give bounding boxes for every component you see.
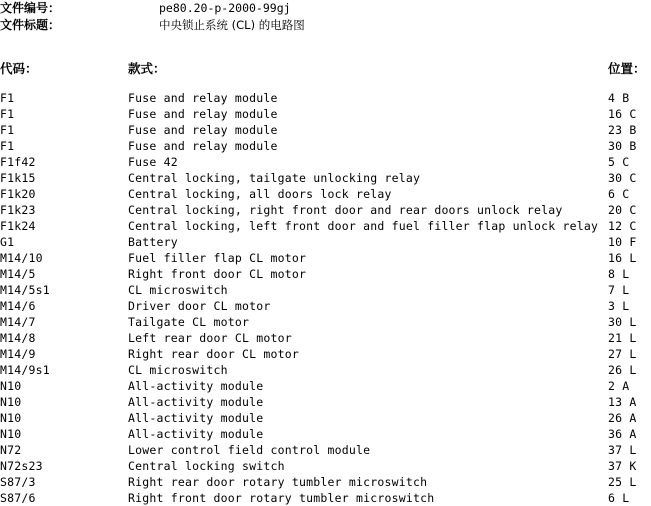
header-style: 款式：	[128, 61, 166, 76]
cell-code: S87/6	[0, 491, 36, 505]
table-row	[0, 282, 651, 298]
table-row	[0, 378, 651, 394]
cell-style: Fuse 42	[128, 155, 178, 169]
cell-position: 26 A	[608, 411, 637, 425]
cell-position: 26 L	[608, 363, 637, 377]
cell-position: 16 C	[608, 107, 637, 121]
cell-position: 3 L	[608, 299, 630, 313]
cell-code: F1	[0, 91, 15, 105]
cell-style: Central locking switch	[128, 459, 285, 473]
cell-position: 8 L	[608, 267, 630, 281]
cell-position: 7 L	[608, 283, 630, 297]
header-code: 代码：	[0, 61, 38, 76]
table-row	[0, 330, 651, 346]
table-header	[0, 60, 651, 78]
table-row	[0, 298, 651, 314]
cell-code: M14/5	[0, 267, 36, 281]
cell-style: Fuse and relay module	[128, 107, 278, 121]
table-row	[0, 490, 651, 506]
cell-code: N72s23	[0, 459, 43, 473]
cell-position: 37 L	[608, 443, 637, 457]
cell-code: M14/6	[0, 299, 36, 313]
cell-code: F1	[0, 107, 15, 121]
table-row	[0, 90, 651, 106]
cell-code: F1k24	[0, 219, 36, 233]
cell-code: F1	[0, 123, 15, 137]
cell-style: Right front door rotary tumbler microswitch	[128, 491, 435, 505]
cell-position: 27 L	[608, 347, 637, 361]
cell-code: S87/3	[0, 475, 36, 489]
cell-style: Fuel filler flap CL motor	[128, 251, 307, 265]
header-position: 位置：	[608, 61, 646, 76]
table-row	[0, 250, 651, 266]
cell-style: Right rear door CL motor	[128, 347, 299, 361]
table-row	[0, 218, 651, 234]
cell-style: CL microswitch	[128, 283, 228, 297]
cell-style: Central locking, right front door and rear doors unlock relay	[128, 203, 563, 217]
table-row	[0, 394, 651, 410]
table-row	[0, 426, 651, 442]
cell-position: 25 L	[608, 475, 637, 489]
table-row	[0, 170, 651, 186]
cell-code: N10	[0, 411, 22, 425]
cell-position: 6 C	[608, 187, 630, 201]
table-row	[0, 122, 651, 138]
cell-code: N10	[0, 379, 22, 393]
cell-style: Central locking, all doors lock relay	[128, 187, 392, 201]
cell-code: F1f42	[0, 155, 36, 169]
table-row	[0, 202, 651, 218]
table-row	[0, 442, 651, 458]
cell-position: 37 K	[608, 459, 637, 473]
cell-position: 5 C	[608, 155, 630, 169]
table-row	[0, 106, 651, 122]
cell-style: Right front door CL motor	[128, 267, 307, 281]
cell-code: M14/7	[0, 315, 36, 329]
cell-position: 6 L	[608, 491, 630, 505]
table-row	[0, 458, 651, 474]
cell-code: M14/5s1	[0, 283, 50, 297]
cell-code: M14/9s1	[0, 363, 50, 377]
table-row	[0, 234, 651, 250]
cell-position: 30 B	[608, 139, 637, 153]
cell-style: All-activity module	[128, 427, 264, 441]
table-row	[0, 362, 651, 378]
cell-position: 23 B	[608, 123, 637, 137]
cell-code: F1k20	[0, 187, 36, 201]
cell-position: 12 C	[608, 219, 637, 233]
cell-position: 4 B	[608, 91, 630, 105]
cell-style: Driver door CL motor	[128, 299, 271, 313]
table-row	[0, 474, 651, 490]
cell-position: 30 L	[608, 315, 637, 329]
cell-style: All-activity module	[128, 411, 264, 425]
doc-title-label: 文件标题：	[0, 18, 61, 32]
cell-style: Right rear door rotary tumbler microswitch	[128, 475, 428, 489]
cell-style: Left rear door CL motor	[128, 331, 292, 345]
cell-style: Fuse and relay module	[128, 91, 278, 105]
doc-number-label: 文件编号：	[0, 1, 61, 15]
cell-style: Fuse and relay module	[128, 123, 278, 137]
table-row	[0, 410, 651, 426]
cell-code: N72	[0, 443, 22, 457]
cell-style: Central locking, left front door and fuel filler flap unlock relay	[128, 219, 599, 233]
parts-table	[0, 90, 651, 506]
cell-position: 13 A	[608, 395, 637, 409]
cell-code: G1	[0, 235, 15, 249]
cell-code: M14/10	[0, 251, 43, 265]
cell-style: Battery	[128, 235, 178, 249]
cell-position: 30 C	[608, 171, 637, 185]
cell-position: 20 C	[608, 203, 637, 217]
cell-position: 2 A	[608, 379, 630, 393]
cell-code: M14/8	[0, 331, 36, 345]
cell-style: Tailgate CL motor	[128, 315, 250, 329]
cell-code: F1k23	[0, 203, 36, 217]
cell-position: 36 A	[608, 427, 637, 441]
table-row	[0, 138, 651, 154]
table-row	[0, 154, 651, 170]
table-row	[0, 346, 651, 362]
cell-position: 10 F	[608, 235, 637, 249]
table-row	[0, 266, 651, 282]
cell-code: F1k15	[0, 171, 36, 185]
cell-code: N10	[0, 427, 22, 441]
cell-position: 16 L	[608, 251, 637, 265]
doc-number-value: pe80.20-p-2000-99gj	[159, 1, 291, 15]
cell-style: Lower control field control module	[128, 443, 371, 457]
cell-style: Fuse and relay module	[128, 139, 278, 153]
cell-style: Central locking, tailgate unlocking relay	[128, 171, 421, 185]
table-row	[0, 186, 651, 202]
cell-code: F1	[0, 139, 15, 153]
cell-position: 21 L	[608, 331, 637, 345]
cell-style: CL microswitch	[128, 363, 228, 377]
doc-title-value: 中央锁止系统 (CL) 的电路图	[159, 18, 305, 32]
cell-code: N10	[0, 395, 22, 409]
table-row	[0, 314, 651, 330]
cell-style: All-activity module	[128, 379, 264, 393]
cell-code: M14/9	[0, 347, 36, 361]
cell-style: All-activity module	[128, 395, 264, 409]
